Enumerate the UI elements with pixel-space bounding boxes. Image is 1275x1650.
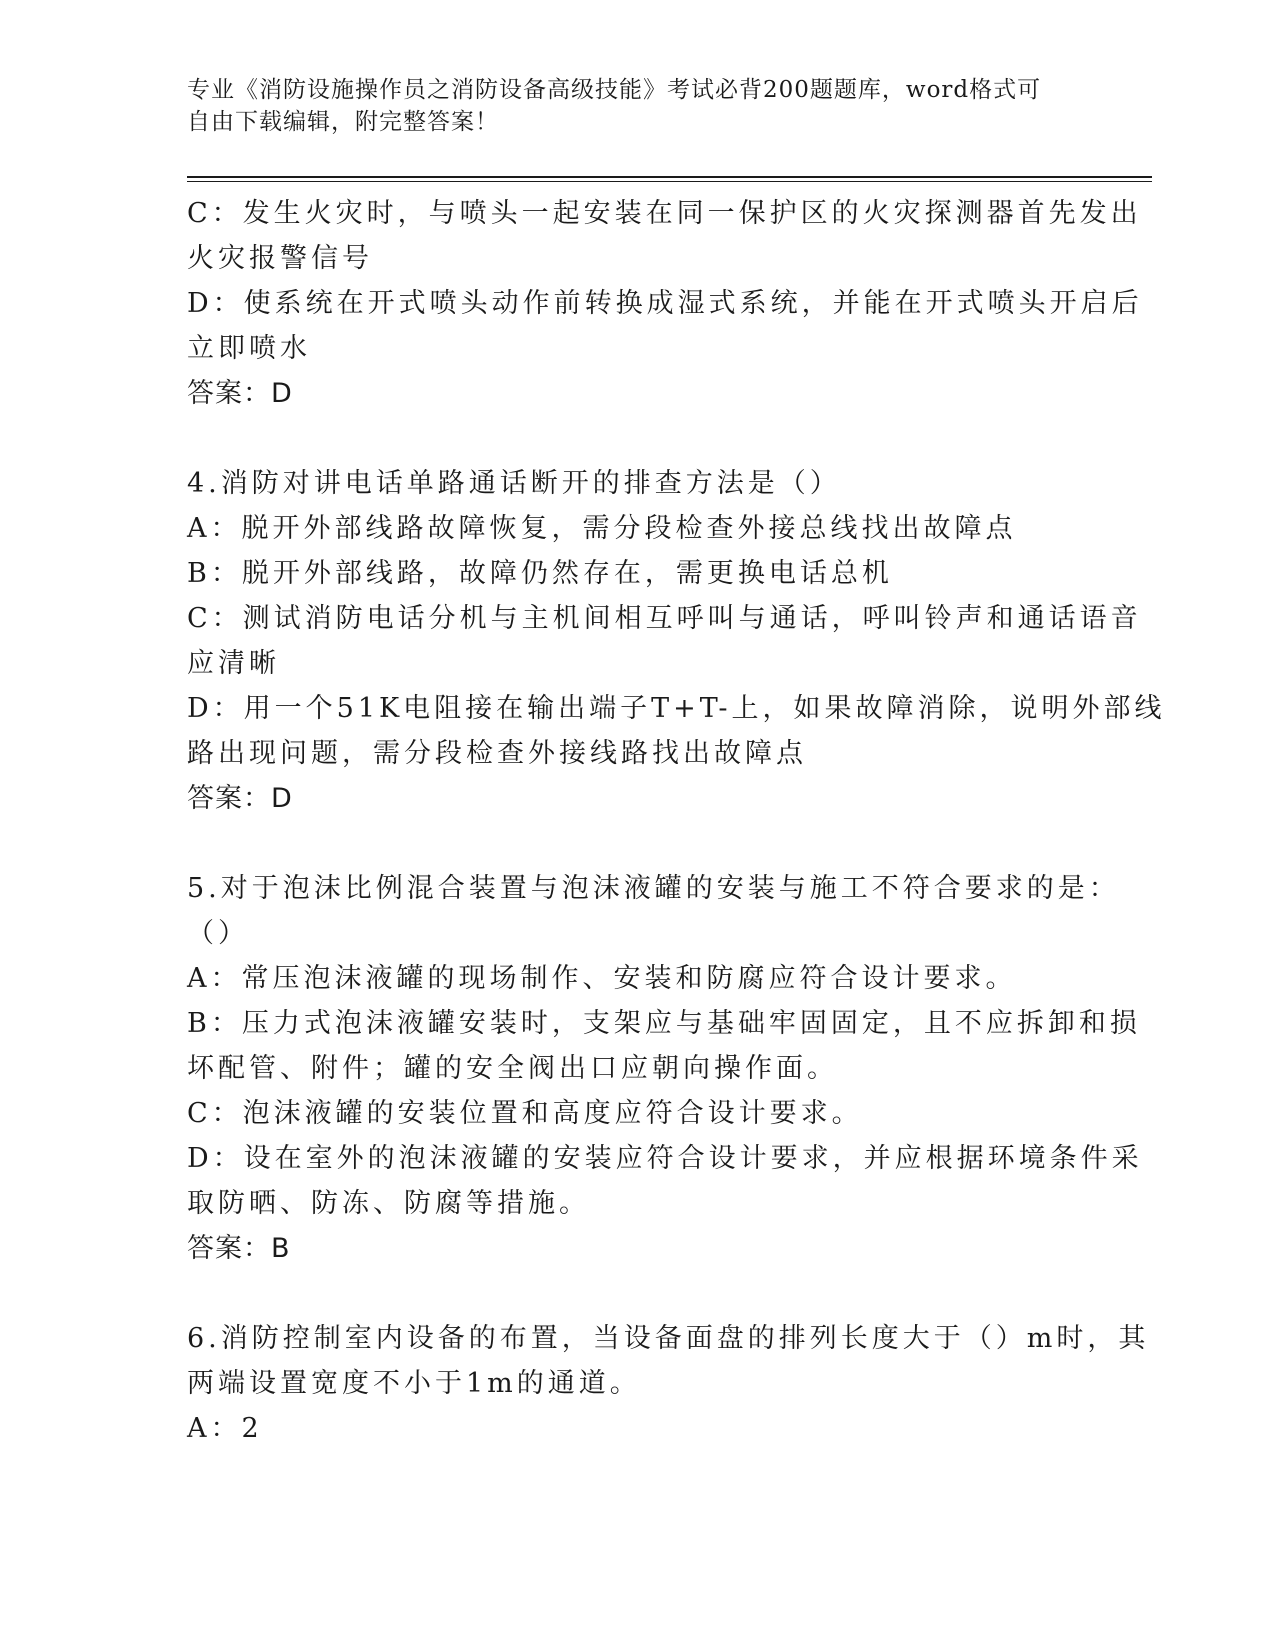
question-stem-cont: 两端设置宽度不小于1m的通道。 — [187, 1368, 641, 1399]
header-rule-thick — [187, 176, 1152, 178]
option-a-text: A：脱开外部线路故障恢复，需分段检查外接总线找出故障点 — [187, 513, 1017, 544]
option-d-text: D：使系统在开式喷头动作前转换成湿式系统，并能在开式喷头开启后 — [187, 288, 1143, 319]
option-b-text: B：压力式泡沫液罐安装时，支架应与基础牢固固定，且不应拆卸和损 — [187, 1008, 1141, 1039]
option-c-text-cont: 应清晰 — [187, 648, 280, 679]
option-b-text-cont: 坏配管、附件；罐的安全阀出口应朝向操作面。 — [187, 1053, 838, 1084]
option-c-text: C：测试消防电话分机与主机间相互呼叫与通话，呼叫铃声和通话语音 — [187, 603, 1142, 634]
question-list — [187, 191, 1166, 1451]
question-spacer — [187, 416, 1087, 461]
option-d-text: D：用一个51K电阻接在输出端子T+T-上，如果故障消除，说明外部线 — [187, 693, 1166, 724]
question-stem: 6.消防控制室内设备的布置，当设备面盘的排列长度大于（）m时，其 — [187, 1323, 1150, 1354]
question-4 — [187, 461, 1166, 821]
header-rule-thin — [187, 181, 1152, 182]
question-stem: 5.对于泡沫比例混合装置与泡沫液罐的安装与施工不符合要求的是： — [187, 873, 1120, 904]
option-b-text: B：脱开外部线路，故障仍然存在，需更换电话总机 — [187, 558, 893, 589]
document-header — [187, 74, 1067, 138]
answer-text: 答案：B — [187, 1233, 291, 1264]
header-title-line-1: 专业《消防设施操作员之消防设备高级技能》考试必背200题题库，word格式可 — [187, 77, 1042, 103]
header-title-line-2: 自由下载编辑，附完整答案！ — [187, 109, 499, 135]
option-a-text: A：2 — [187, 1413, 263, 1444]
question-stem: 4.消防对讲电话单路通话断开的排查方法是（） — [187, 468, 841, 499]
question-3 — [187, 191, 1143, 416]
option-a-text: A：常压泡沫液罐的现场制作、安装和防腐应符合设计要求。 — [187, 963, 1017, 994]
option-c-text: C：发生火灾时，与喷头一起安装在同一保护区的火灾探测器首先发出 — [187, 198, 1142, 229]
option-c-text: C：泡沫液罐的安装位置和高度应符合设计要求。 — [187, 1098, 863, 1129]
question-5 — [187, 866, 1143, 1271]
option-c-text-cont: 火灾报警信号 — [187, 243, 373, 274]
question-stem-cont: （） — [187, 918, 249, 949]
question-spacer — [187, 821, 1087, 866]
option-d-text: D：设在室外的泡沫液罐的安装应符合设计要求，并应根据环境条件采 — [187, 1143, 1143, 1174]
answer-text: 答案：D — [187, 378, 293, 409]
question-spacer — [187, 1271, 1087, 1316]
option-d-text-cont: 取防晒、防冻、防腐等措施。 — [187, 1188, 590, 1219]
option-d-text-cont: 立即喷水 — [187, 333, 311, 364]
question-6 — [187, 1316, 1150, 1451]
option-d-text-cont: 路出现问题，需分段检查外接线路找出故障点 — [187, 738, 807, 769]
answer-text: 答案：D — [187, 783, 293, 814]
